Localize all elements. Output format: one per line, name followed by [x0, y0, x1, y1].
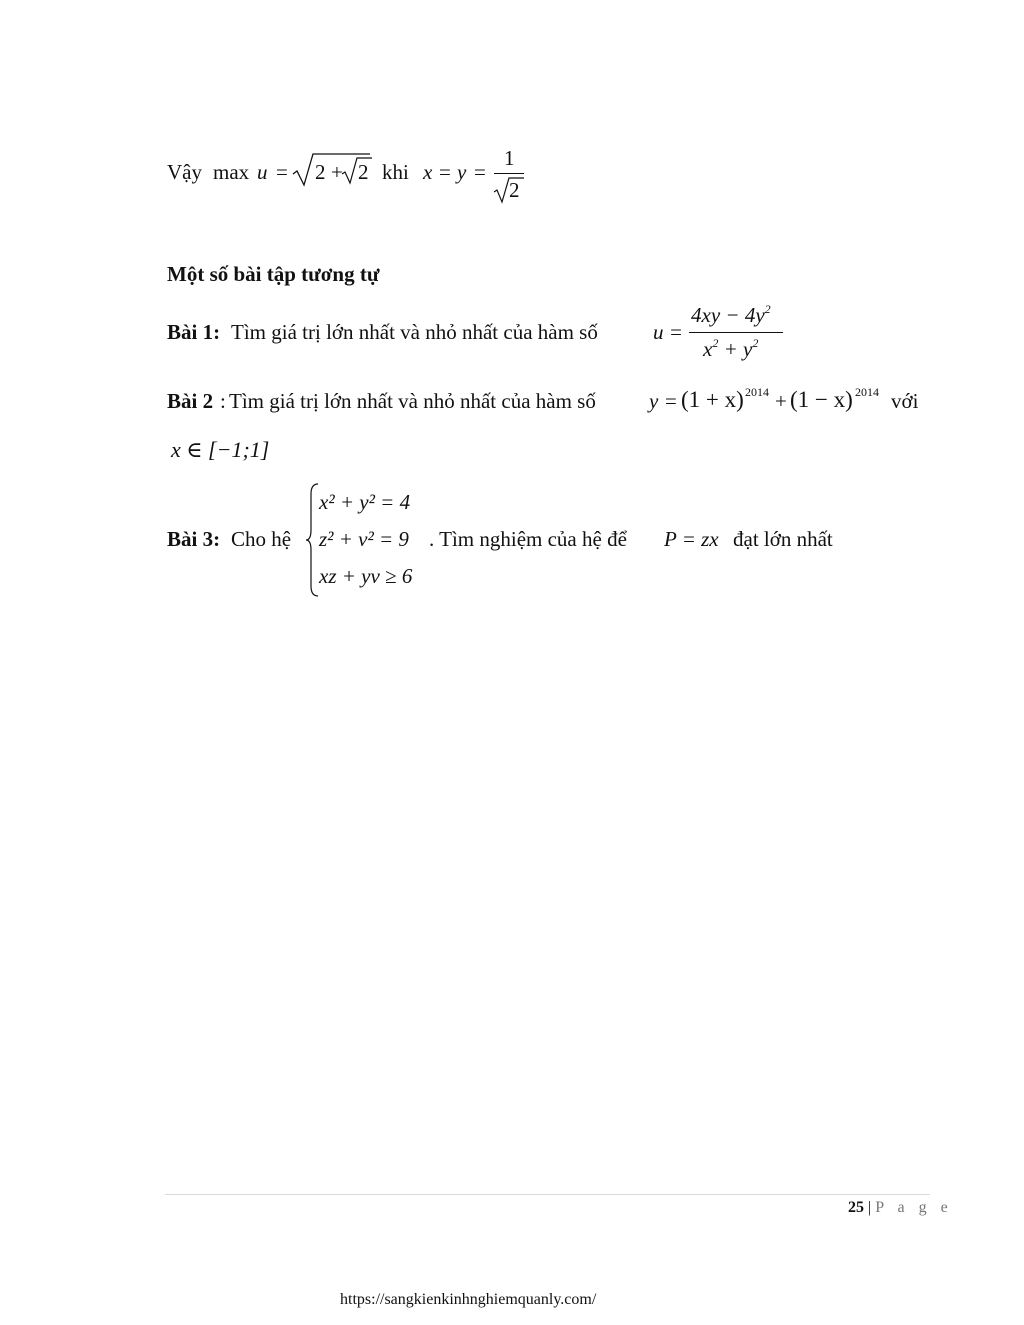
exercise-1-numerator: $4xy - 4y^2$ [691, 302, 771, 327]
exercise-1-lhs: u = [653, 320, 683, 344]
equals-sign-3: = [474, 160, 486, 184]
page-separator: | [868, 1199, 872, 1216]
page-number: 25 [848, 1199, 864, 1216]
conclusion-word: Vậy [167, 160, 202, 184]
exercise-2 [167, 385, 927, 465]
equals-sign-2: = [439, 160, 451, 184]
plus-sign: + [331, 160, 343, 184]
exercise-3-p-expr: P = zx [664, 527, 719, 551]
fraction-denominator: 2 [509, 178, 520, 202]
exercise-1-fraction-bar [689, 332, 783, 333]
exercise-3-text: Cho hệ [231, 527, 292, 551]
max-operator: max [213, 160, 250, 184]
exercise-2-text: Tìm giá trị lớn nhất và nhỏ nhất của hàm số [229, 389, 596, 413]
exercise-2-term2: (1 − x) [790, 387, 853, 412]
exercise-2-voi: với [891, 389, 919, 413]
variable-u: u [257, 160, 268, 184]
exercise-2-exp1: 2014 [745, 385, 769, 399]
exercise-2-plus: + [775, 389, 787, 413]
exercise-2-y-eq: y = [649, 389, 678, 413]
radicand-two: 2 [315, 160, 326, 184]
variable-x: x [423, 160, 433, 184]
exercise-2-colon: : [220, 389, 226, 413]
section-heading: Một số bài tập tương tự [167, 262, 380, 286]
exercise-1-text: Tìm giá trị lớn nhất và nhỏ nhất của hàm số [231, 320, 598, 344]
page-label: P a g e [875, 1199, 953, 1216]
exercise-2-label: Bài 2 [167, 389, 214, 413]
source-url[interactable]: https://sangkienkinhnghiemquanly.com/ [340, 1291, 597, 1308]
khi-word: khi [382, 160, 409, 184]
system-equation-2: z² + v² = 9 [319, 527, 409, 551]
exercise-1-label: Bài 1: [167, 320, 221, 344]
fraction-numerator: 1 [504, 146, 515, 170]
variable-y: y [457, 160, 467, 184]
system-equation-3: xz + yv ≥ 6 [319, 564, 413, 588]
exercise-2-exp2: 2014 [855, 385, 879, 399]
exercise-3-text-3: đạt lớn nhất [733, 527, 833, 551]
footer-divider [165, 1194, 930, 1195]
exercise-1 [167, 300, 927, 370]
exercise-1-denominator: $x^2 + y^2$ [703, 336, 759, 361]
exercise-3 [167, 480, 927, 600]
equals-sign: = [276, 160, 288, 184]
fraction-bar [494, 173, 524, 174]
exercise-2-term1: (1 + x) [681, 387, 744, 412]
system-equation-1: x² + y² = 4 [319, 490, 411, 514]
exercise-3-text-2: . Tìm nghiệm của hệ để [429, 527, 627, 551]
exercise-3-label: Bài 3: [167, 527, 221, 551]
exercise-2-domain: x ∈ [−1;1] [171, 437, 270, 462]
page-number-block [848, 1199, 953, 1217]
inner-radicand-two: 2 [358, 160, 369, 184]
